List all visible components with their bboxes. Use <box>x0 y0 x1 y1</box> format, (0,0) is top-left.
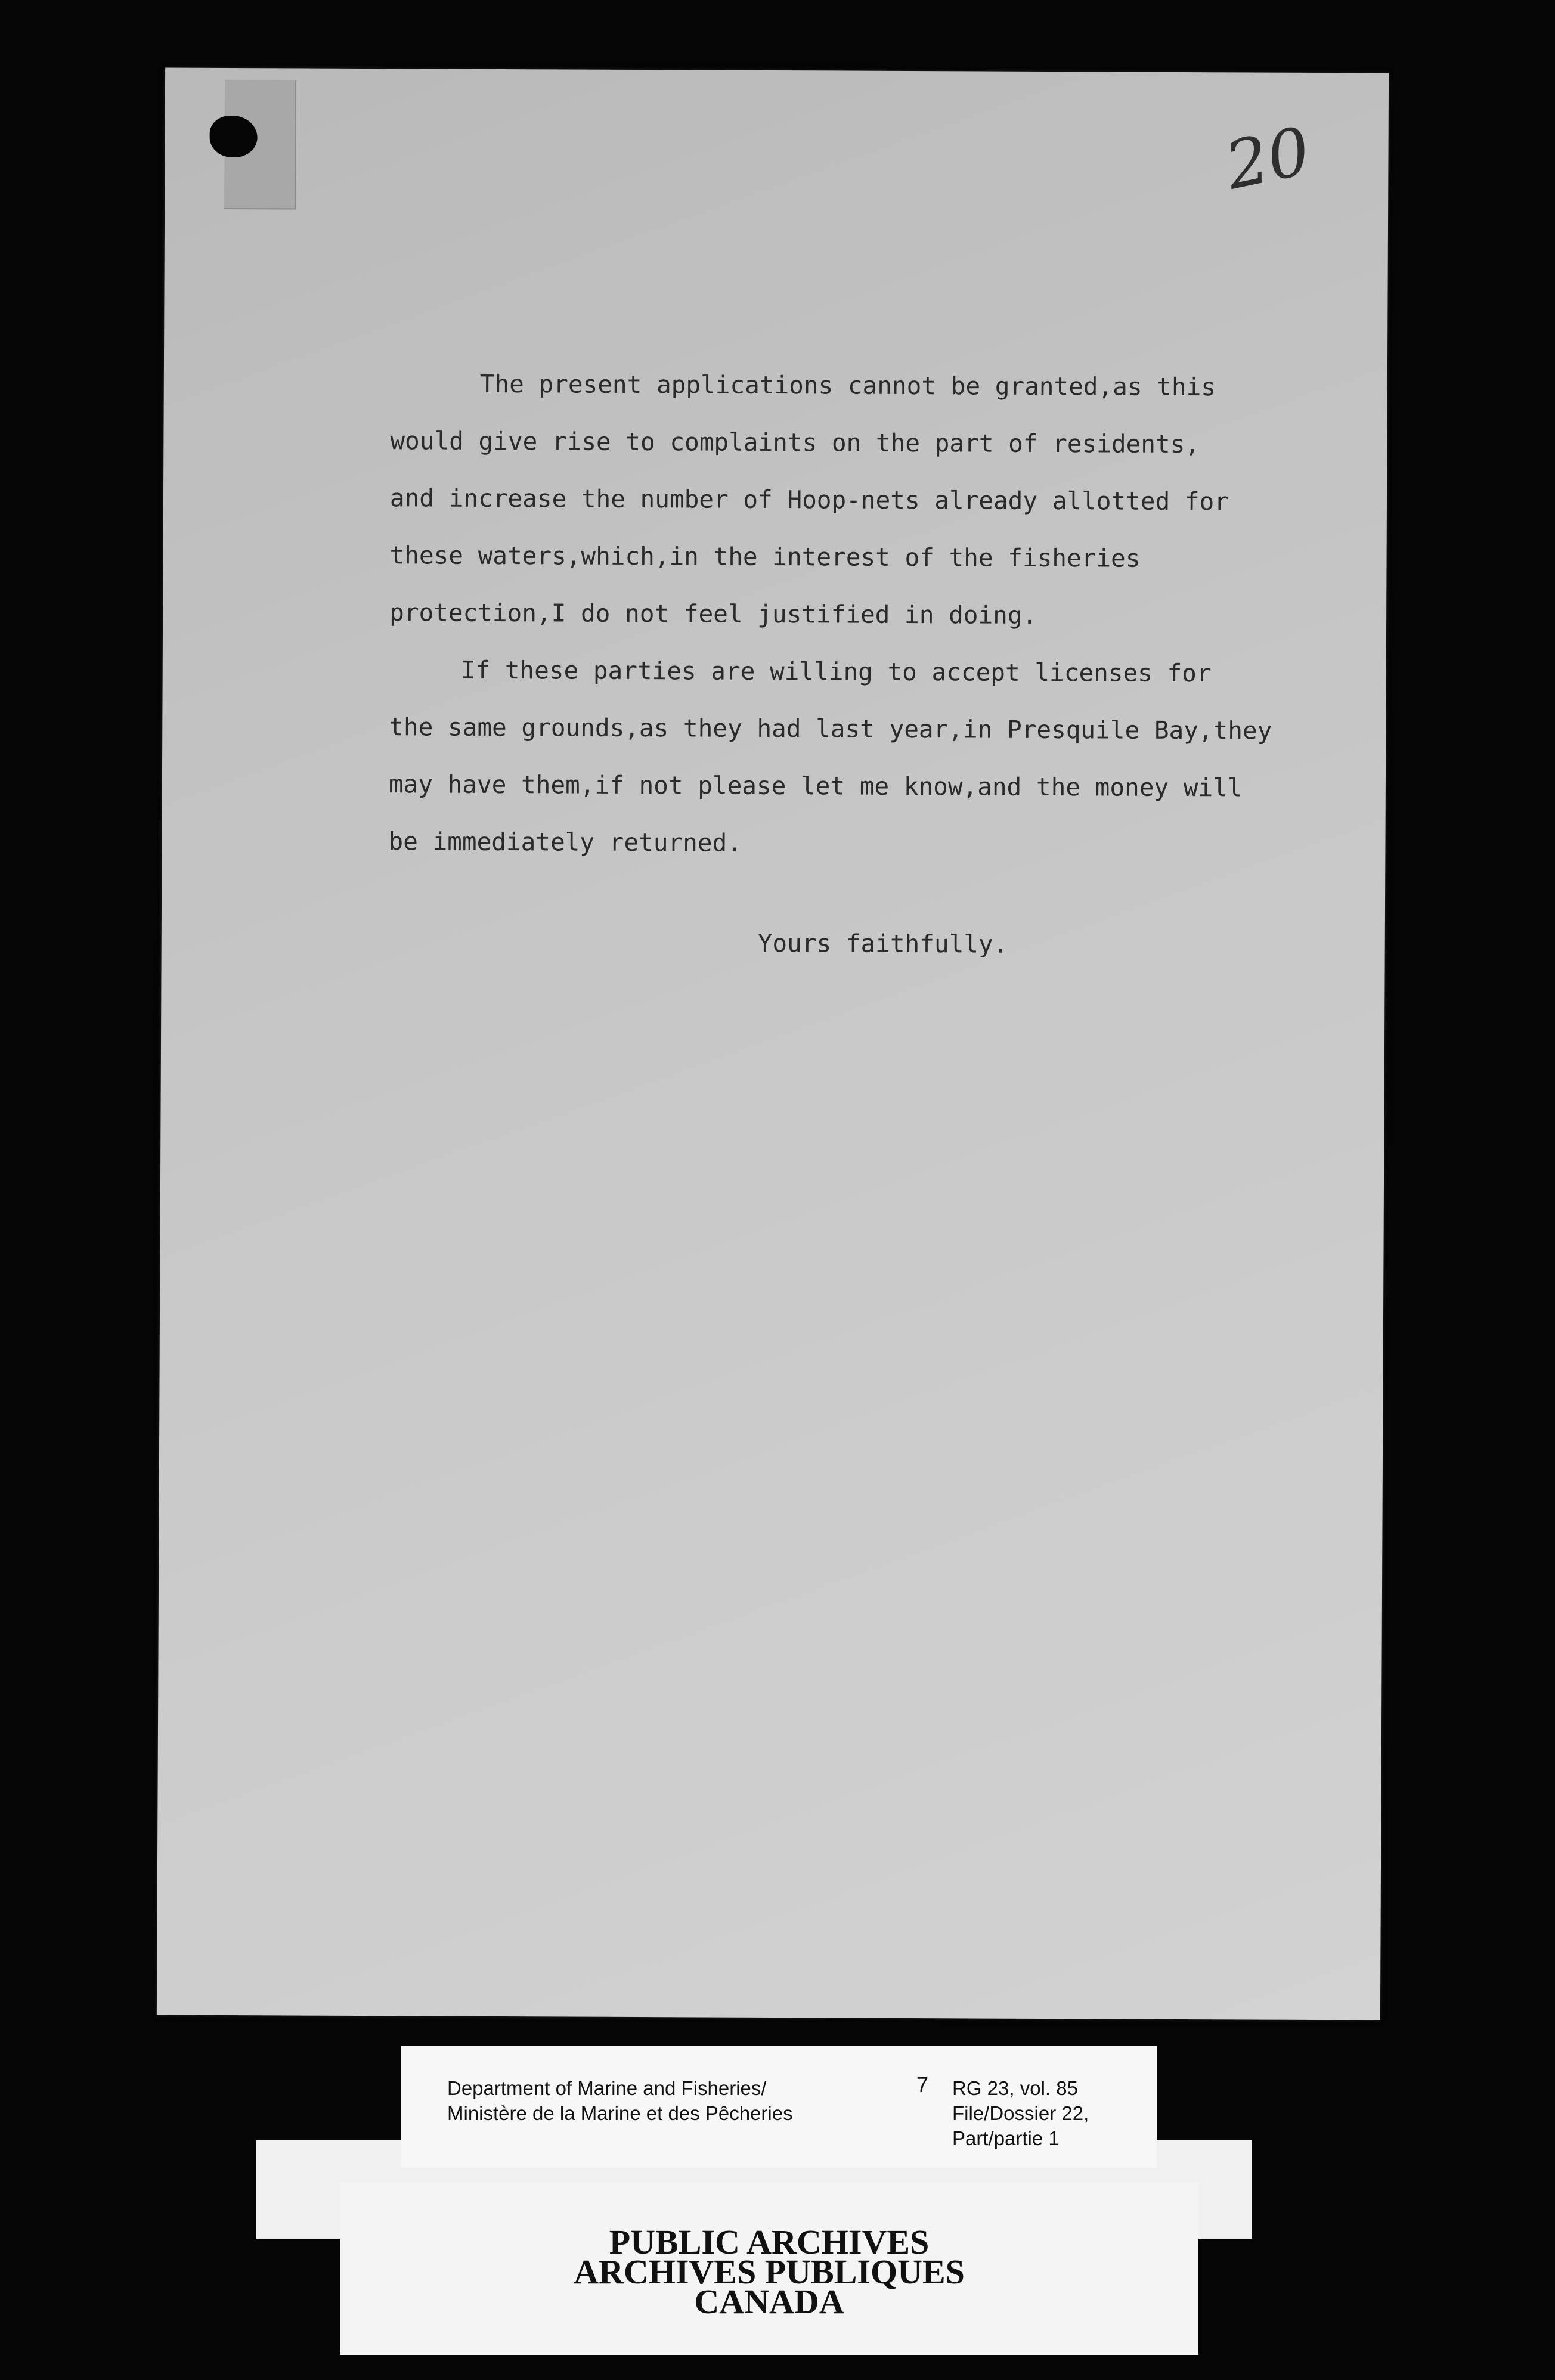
letter-closing: Yours faithfully. <box>757 928 1008 959</box>
archive-country: CANADA <box>694 2282 844 2321</box>
letter-line: The present applications cannot be granted,as this <box>479 369 1216 402</box>
page-number: 20 <box>1219 112 1317 204</box>
archive-caption-card <box>401 2046 1157 2168</box>
archive-title-en: PUBLIC ARCHIVES <box>609 2223 930 2261</box>
letter-body <box>388 355 1368 874</box>
punch-hole <box>209 116 257 157</box>
department-names <box>447 2076 793 2126</box>
letter-page <box>157 68 1389 2020</box>
letter-line: protection,I do not feel justified in doing. <box>389 598 1037 630</box>
department-fr: Ministère de la Marine et des Pêcheries <box>447 2102 793 2124</box>
archive-reference <box>952 2076 1089 2151</box>
file-number: File/Dossier 22, <box>952 2102 1089 2124</box>
letter-line: these waters,which,in the interest of the fisheries <box>389 541 1141 573</box>
archive-title-fr: ARCHIVES PUBLIQUES <box>574 2252 965 2291</box>
letter-line: be immediately returned. <box>388 827 742 857</box>
paragraph-2 <box>388 641 1367 874</box>
record-group: RG 23, vol. 85 <box>952 2077 1078 2099</box>
letter-line: would give rise to complaints on the part of residents, <box>390 426 1200 459</box>
handwritten-mark: 7 <box>916 2072 929 2097</box>
department-en: Department of Marine and Fisheries/ <box>447 2077 767 2099</box>
letter-line: the same grounds,as they had last year,in Presquile Bay,they <box>389 712 1272 745</box>
letter-line: and increase the number of Hoop-nets already allotted for <box>389 484 1229 516</box>
part-number: Part/partie 1 <box>952 2127 1060 2149</box>
public-archives-label <box>340 2182 1198 2355</box>
paragraph-1 <box>389 355 1368 645</box>
letter-line: may have them,if not please let me know,and the money will <box>388 770 1243 802</box>
letter-line: If these parties are willing to accept licenses for <box>460 655 1212 688</box>
